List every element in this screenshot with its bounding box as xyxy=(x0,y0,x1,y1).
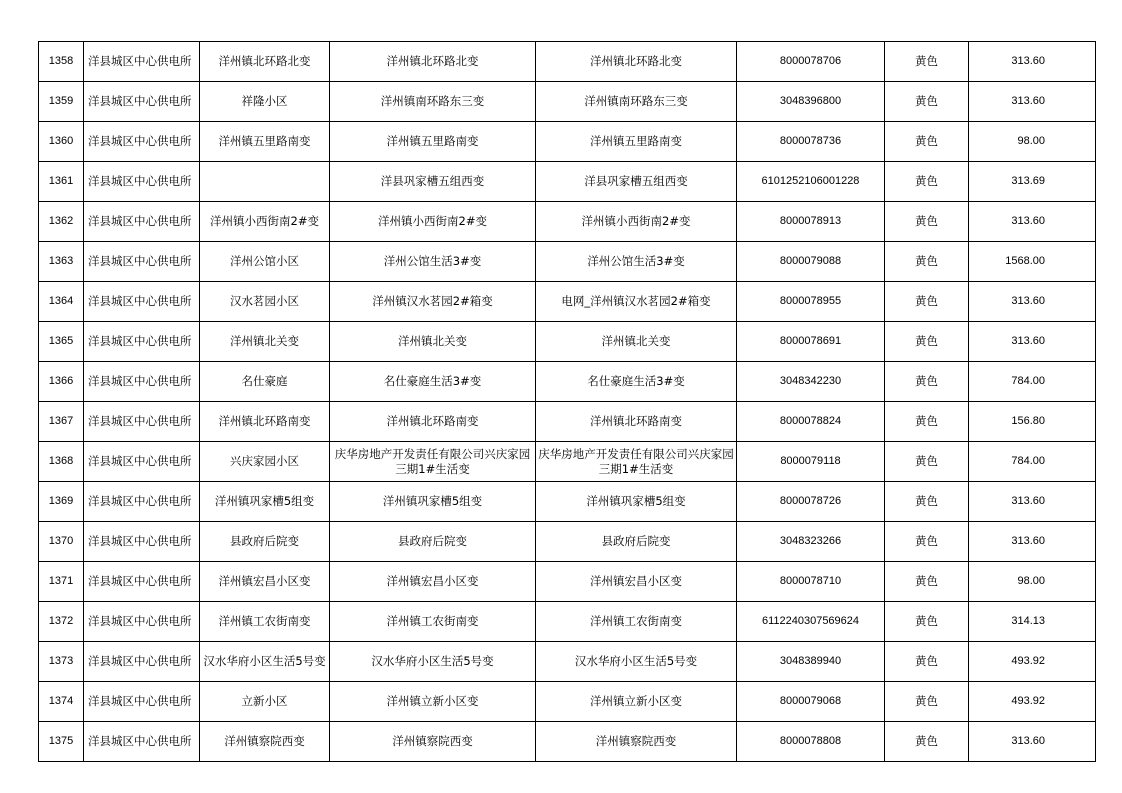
station-name-cell: 洋州镇察院西变 xyxy=(330,722,536,762)
account-number-cell: 8000078710 xyxy=(737,562,885,602)
station-name-cell: 洋州镇南环路东三变 xyxy=(330,82,536,122)
amount-cell: 493.92 xyxy=(969,642,1096,682)
transformer-name-cell: 洋州镇宏昌小区变 xyxy=(536,562,737,602)
amount-cell: 1568.00 xyxy=(969,242,1096,282)
color-level-cell: 黄色 xyxy=(885,162,969,202)
station-name-cell: 洋州镇立新小区变 xyxy=(330,682,536,722)
row-number-cell: 1371 xyxy=(39,562,84,602)
color-level-cell: 黄色 xyxy=(885,442,969,482)
amount-cell: 313.60 xyxy=(969,42,1096,82)
row-number-cell: 1367 xyxy=(39,402,84,442)
community-name-cell: 汉水华府小区生活5号变 xyxy=(200,642,330,682)
table-row xyxy=(39,82,1096,122)
color-level-cell: 黄色 xyxy=(885,362,969,402)
transformer-name-cell: 洋州镇工农街南变 xyxy=(536,602,737,642)
account-number-cell: 6112240307569624 xyxy=(737,602,885,642)
account-number-cell: 8000078726 xyxy=(737,482,885,522)
supply-unit-cell: 洋县城区中心供电所 xyxy=(84,202,200,242)
community-name-cell: 祥隆小区 xyxy=(200,82,330,122)
account-number-cell: 3048389940 xyxy=(737,642,885,682)
community-name-cell: 洋州镇北关变 xyxy=(200,322,330,362)
table-row xyxy=(39,642,1096,682)
table-row xyxy=(39,162,1096,202)
account-number-cell: 8000078736 xyxy=(737,122,885,162)
community-name-cell: 洋州镇北环路北变 xyxy=(200,42,330,82)
row-number-cell: 1361 xyxy=(39,162,84,202)
supply-unit-cell: 洋县城区中心供电所 xyxy=(84,282,200,322)
color-level-cell: 黄色 xyxy=(885,522,969,562)
color-level-cell: 黄色 xyxy=(885,242,969,282)
amount-cell: 313.60 xyxy=(969,82,1096,122)
table-row xyxy=(39,122,1096,162)
account-number-cell: 8000078691 xyxy=(737,322,885,362)
account-number-cell: 8000078808 xyxy=(737,722,885,762)
color-level-cell: 黄色 xyxy=(885,202,969,242)
amount-cell: 784.00 xyxy=(969,362,1096,402)
color-level-cell: 黄色 xyxy=(885,482,969,522)
amount-cell: 98.00 xyxy=(969,562,1096,602)
transformer-name-cell: 洋州镇立新小区变 xyxy=(536,682,737,722)
row-number-cell: 1374 xyxy=(39,682,84,722)
transformer-name-cell: 汉水华府小区生活5号变 xyxy=(536,642,737,682)
station-name-cell: 洋州镇北环路南变 xyxy=(330,402,536,442)
table-row xyxy=(39,682,1096,722)
supply-unit-cell: 洋县城区中心供电所 xyxy=(84,402,200,442)
table-body xyxy=(39,42,1096,762)
row-number-cell: 1369 xyxy=(39,482,84,522)
amount-cell: 313.60 xyxy=(969,202,1096,242)
supply-unit-cell: 洋县城区中心供电所 xyxy=(84,642,200,682)
row-number-cell: 1360 xyxy=(39,122,84,162)
table-row xyxy=(39,322,1096,362)
transformer-name-cell: 洋州镇北环路北变 xyxy=(536,42,737,82)
community-name-cell: 立新小区 xyxy=(200,682,330,722)
supply-unit-cell: 洋县城区中心供电所 xyxy=(84,522,200,562)
account-number-cell: 3048342230 xyxy=(737,362,885,402)
account-number-cell: 6101252106001228 xyxy=(737,162,885,202)
color-level-cell: 黄色 xyxy=(885,82,969,122)
row-number-cell: 1368 xyxy=(39,442,84,482)
station-name-cell: 洋州公馆生活3#变 xyxy=(330,242,536,282)
station-name-cell: 洋州镇巩家槽5组变 xyxy=(330,482,536,522)
community-name-cell: 洋州镇巩家槽5组变 xyxy=(200,482,330,522)
account-number-cell: 8000079088 xyxy=(737,242,885,282)
community-name-cell: 兴庆家园小区 xyxy=(200,442,330,482)
station-name-cell: 洋州镇宏昌小区变 xyxy=(330,562,536,602)
supply-unit-cell: 洋县城区中心供电所 xyxy=(84,82,200,122)
amount-cell: 156.80 xyxy=(969,402,1096,442)
supply-unit-cell: 洋县城区中心供电所 xyxy=(84,42,200,82)
table-row xyxy=(39,562,1096,602)
supply-unit-cell: 洋县城区中心供电所 xyxy=(84,162,200,202)
transformer-name-cell: 洋州镇巩家槽5组变 xyxy=(536,482,737,522)
amount-cell: 313.60 xyxy=(969,722,1096,762)
amount-cell: 313.60 xyxy=(969,522,1096,562)
data-table xyxy=(38,41,1096,762)
account-number-cell: 8000078706 xyxy=(737,42,885,82)
table-row xyxy=(39,722,1096,762)
supply-unit-cell: 洋县城区中心供电所 xyxy=(84,602,200,642)
community-name-cell: 洋州镇小西街南2#变 xyxy=(200,202,330,242)
table-row xyxy=(39,202,1096,242)
color-level-cell: 黄色 xyxy=(885,722,969,762)
color-level-cell: 黄色 xyxy=(885,42,969,82)
transformer-name-cell: 名仕豪庭生活3#变 xyxy=(536,362,737,402)
transformer-name-cell: 洋州镇察院西变 xyxy=(536,722,737,762)
table-row xyxy=(39,442,1096,482)
account-number-cell: 8000079118 xyxy=(737,442,885,482)
supply-unit-cell: 洋县城区中心供电所 xyxy=(84,482,200,522)
station-name-cell: 名仕豪庭生活3#变 xyxy=(330,362,536,402)
amount-cell: 784.00 xyxy=(969,442,1096,482)
table-row xyxy=(39,282,1096,322)
station-name-cell: 洋州镇汉水茗园2#箱变 xyxy=(330,282,536,322)
transformer-name-cell: 洋州公馆生活3#变 xyxy=(536,242,737,282)
station-name-cell: 县政府后院变 xyxy=(330,522,536,562)
row-number-cell: 1358 xyxy=(39,42,84,82)
amount-cell: 314.13 xyxy=(969,602,1096,642)
transformer-name-cell: 县政府后院变 xyxy=(536,522,737,562)
station-name-cell: 洋州镇五里路南变 xyxy=(330,122,536,162)
color-level-cell: 黄色 xyxy=(885,602,969,642)
color-level-cell: 黄色 xyxy=(885,562,969,602)
transformer-name-cell: 洋县巩家槽五组西变 xyxy=(536,162,737,202)
amount-cell: 313.69 xyxy=(969,162,1096,202)
supply-unit-cell: 洋县城区中心供电所 xyxy=(84,722,200,762)
transformer-name-cell: 洋州镇北环路南变 xyxy=(536,402,737,442)
amount-cell: 313.60 xyxy=(969,282,1096,322)
account-number-cell: 8000078824 xyxy=(737,402,885,442)
community-name-cell: 名仕豪庭 xyxy=(200,362,330,402)
supply-unit-cell: 洋县城区中心供电所 xyxy=(84,122,200,162)
table-row xyxy=(39,362,1096,402)
color-level-cell: 黄色 xyxy=(885,642,969,682)
station-name-cell: 洋州镇北关变 xyxy=(330,322,536,362)
table-row xyxy=(39,42,1096,82)
color-level-cell: 黄色 xyxy=(885,682,969,722)
transformer-name-cell: 电网_洋州镇汉水茗园2#箱变 xyxy=(536,282,737,322)
row-number-cell: 1364 xyxy=(39,282,84,322)
community-name-cell: 洋州镇察院西变 xyxy=(200,722,330,762)
supply-unit-cell: 洋县城区中心供电所 xyxy=(84,562,200,602)
row-number-cell: 1372 xyxy=(39,602,84,642)
table-row xyxy=(39,242,1096,282)
row-number-cell: 1365 xyxy=(39,322,84,362)
transformer-name-cell: 洋州镇北关变 xyxy=(536,322,737,362)
row-number-cell: 1362 xyxy=(39,202,84,242)
account-number-cell: 3048396800 xyxy=(737,82,885,122)
community-name-cell: 县政府后院变 xyxy=(200,522,330,562)
row-number-cell: 1373 xyxy=(39,642,84,682)
account-number-cell: 8000078955 xyxy=(737,282,885,322)
transformer-name-cell: 洋州镇小西街南2#变 xyxy=(536,202,737,242)
community-name-cell: 洋州镇工农街南变 xyxy=(200,602,330,642)
supply-unit-cell: 洋县城区中心供电所 xyxy=(84,442,200,482)
row-number-cell: 1359 xyxy=(39,82,84,122)
color-level-cell: 黄色 xyxy=(885,402,969,442)
account-number-cell: 3048323266 xyxy=(737,522,885,562)
station-name-cell: 洋县巩家槽五组西变 xyxy=(330,162,536,202)
station-name-cell: 洋州镇小西街南2#变 xyxy=(330,202,536,242)
amount-cell: 98.00 xyxy=(969,122,1096,162)
station-name-cell: 庆华房地产开发责任有限公司兴庆家园三期1#生活变 xyxy=(330,442,536,482)
community-name-cell: 洋州镇五里路南变 xyxy=(200,122,330,162)
row-number-cell: 1370 xyxy=(39,522,84,562)
row-number-cell: 1375 xyxy=(39,722,84,762)
transformer-name-cell: 洋州镇南环路东三变 xyxy=(536,82,737,122)
account-number-cell: 8000078913 xyxy=(737,202,885,242)
community-name-cell: 汉水茗园小区 xyxy=(200,282,330,322)
table-row xyxy=(39,482,1096,522)
community-name-cell: 洋州镇北环路南变 xyxy=(200,402,330,442)
row-number-cell: 1363 xyxy=(39,242,84,282)
transformer-name-cell: 庆华房地产开发责任有限公司兴庆家园三期1#生活变 xyxy=(536,442,737,482)
supply-unit-cell: 洋县城区中心供电所 xyxy=(84,322,200,362)
amount-cell: 493.92 xyxy=(969,682,1096,722)
table-row xyxy=(39,522,1096,562)
station-name-cell: 洋州镇北环路北变 xyxy=(330,42,536,82)
supply-unit-cell: 洋县城区中心供电所 xyxy=(84,242,200,282)
community-name-cell: 洋州公馆小区 xyxy=(200,242,330,282)
amount-cell: 313.60 xyxy=(969,322,1096,362)
supply-unit-cell: 洋县城区中心供电所 xyxy=(84,362,200,402)
community-name-cell: 洋州镇宏昌小区变 xyxy=(200,562,330,602)
color-level-cell: 黄色 xyxy=(885,282,969,322)
color-level-cell: 黄色 xyxy=(885,322,969,362)
row-number-cell: 1366 xyxy=(39,362,84,402)
transformer-name-cell: 洋州镇五里路南变 xyxy=(536,122,737,162)
color-level-cell: 黄色 xyxy=(885,122,969,162)
account-number-cell: 8000079068 xyxy=(737,682,885,722)
table-row xyxy=(39,602,1096,642)
community-name-cell xyxy=(200,162,330,202)
supply-unit-cell: 洋县城区中心供电所 xyxy=(84,682,200,722)
amount-cell: 313.60 xyxy=(969,482,1096,522)
table-row xyxy=(39,402,1096,442)
station-name-cell: 洋州镇工农街南变 xyxy=(330,602,536,642)
station-name-cell: 汉水华府小区生活5号变 xyxy=(330,642,536,682)
